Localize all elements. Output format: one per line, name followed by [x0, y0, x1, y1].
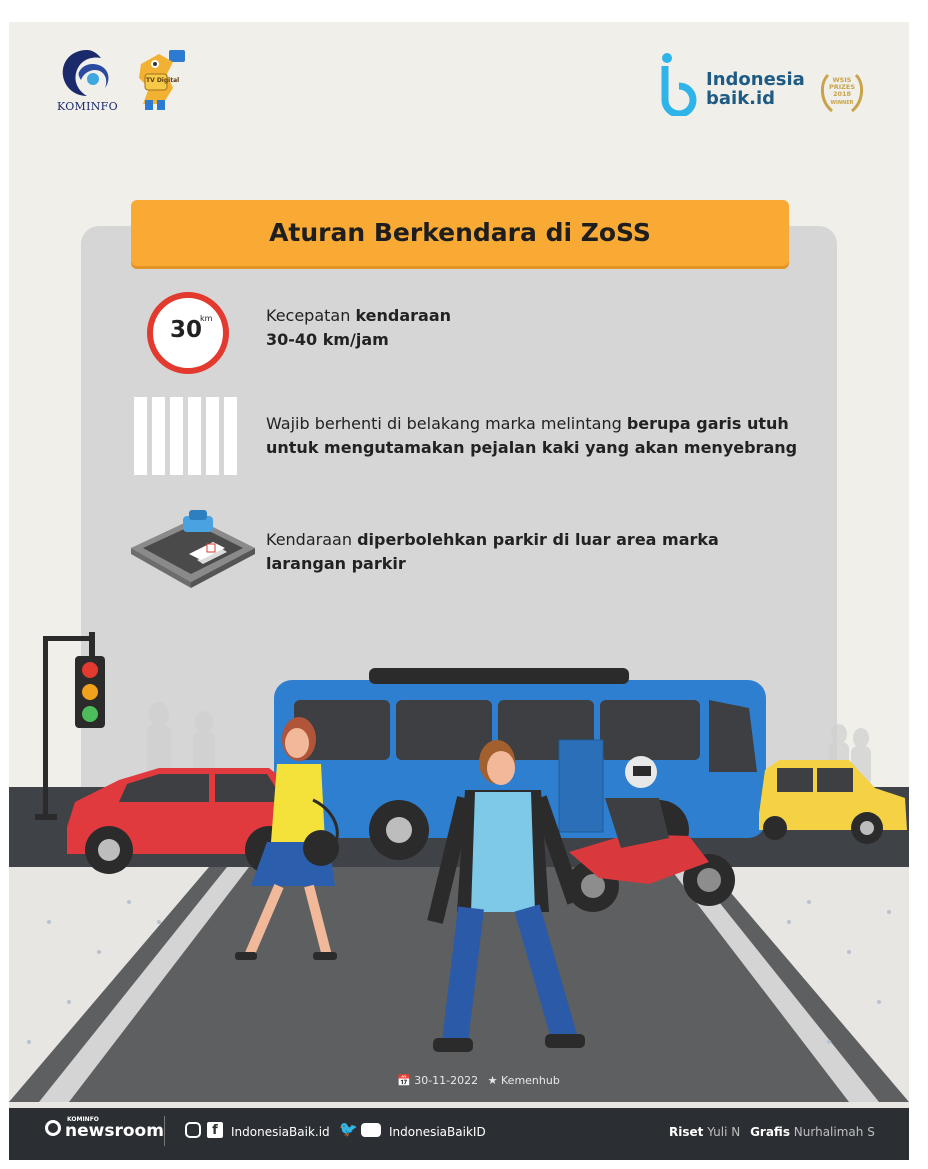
- wsis-line4: WINNER: [830, 100, 854, 106]
- publish-date: 30-11-2022: [414, 1074, 479, 1087]
- calendar-icon: 📅: [397, 1074, 411, 1087]
- page-title: Aturan Berkendara di ZoSS: [269, 218, 651, 247]
- rule-crossing-text: [266, 412, 797, 460]
- twitter-icon: 🐦: [339, 1120, 358, 1138]
- indonesia-baik-logo-icon: [661, 52, 701, 116]
- zebra-stripe: [134, 397, 147, 475]
- riset-name: Yuli N: [707, 1125, 741, 1139]
- social-handle-2: IndonesiaBaikID: [389, 1125, 486, 1139]
- credits: [669, 1125, 875, 1139]
- rule-parking-normal: Kendaraan: [266, 530, 358, 549]
- indonesia-baik-line1: Indonesia: [706, 69, 805, 90]
- source-name: Kemenhub: [501, 1074, 560, 1087]
- speed-sign-number: 30: [169, 317, 202, 343]
- meta-line: [397, 1074, 560, 1087]
- newsroom-brand-small: KOMINFO: [67, 1116, 99, 1123]
- grafis-name: Nurhalimah S: [793, 1125, 875, 1139]
- grafis-label: Grafis: [750, 1125, 790, 1139]
- rule-parking-text: [266, 528, 719, 576]
- street-scene-illustration: [9, 622, 909, 1108]
- kominfo-logo-icon: [57, 46, 117, 98]
- tv-digital-badge: TV Digital: [146, 77, 180, 84]
- rule-speed-bold: kendaraan: [355, 306, 452, 325]
- kominfo-newsroom-logo: [45, 1116, 164, 1140]
- kominfo-label: KOMINFO: [57, 100, 118, 113]
- zebra-stripe: [224, 397, 237, 475]
- footer-divider: [164, 1116, 165, 1146]
- wsis-line1: WSIS: [832, 76, 852, 84]
- zebra-stripe: [152, 397, 165, 475]
- rule-speed-text: [266, 304, 451, 352]
- yellow-car-icon: [759, 760, 907, 844]
- wsis-line3: 2018: [832, 90, 852, 98]
- riset-label: Riset: [669, 1125, 704, 1139]
- traffic-light-icon: [35, 632, 105, 820]
- rule-crossing-normal: Wajib berhenti di belakang marka melintang: [266, 414, 627, 433]
- zebra-stripe: [188, 397, 201, 475]
- newsroom-logo-icon: [45, 1120, 61, 1136]
- zebra-stripe: [206, 397, 219, 475]
- rule-speed-normal: Kecepatan: [266, 306, 356, 325]
- youtube-icon: [361, 1123, 381, 1137]
- infographic-poster: [9, 22, 909, 1160]
- speed-limit-sign-icon: [147, 292, 229, 374]
- rule-parking-bold1: diperbolehkan parkir di luar area marka: [357, 530, 719, 549]
- speed-sign-unit: km: [200, 314, 213, 323]
- parking-area-icon: [129, 502, 259, 592]
- social-handle-1: IndonesiaBaik.id: [231, 1125, 330, 1139]
- rule-crossing-bold2: untuk mengutamakan pejalan kaki yang akan menyebrang: [266, 438, 798, 457]
- wsis-line2: PRIZES: [828, 83, 856, 91]
- wsis-prize-badge: [816, 67, 868, 117]
- rule-parking-bold2: larangan parkir: [266, 554, 406, 573]
- source-star-icon: ★: [487, 1074, 498, 1087]
- newsroom-brand: newsroom: [65, 1121, 164, 1141]
- rule-crossing-bold1: berupa garis utuh: [626, 414, 789, 433]
- zebra-stripe: [170, 397, 183, 475]
- indonesia-baik-logo-text: [706, 70, 805, 108]
- title-banner: [131, 200, 789, 266]
- instagram-icon: [185, 1122, 201, 1138]
- facebook-icon: f: [207, 1122, 223, 1138]
- rule-speed-line2: 30-40 km/jam: [266, 330, 389, 349]
- indonesia-baik-line2: baik.id: [706, 88, 776, 109]
